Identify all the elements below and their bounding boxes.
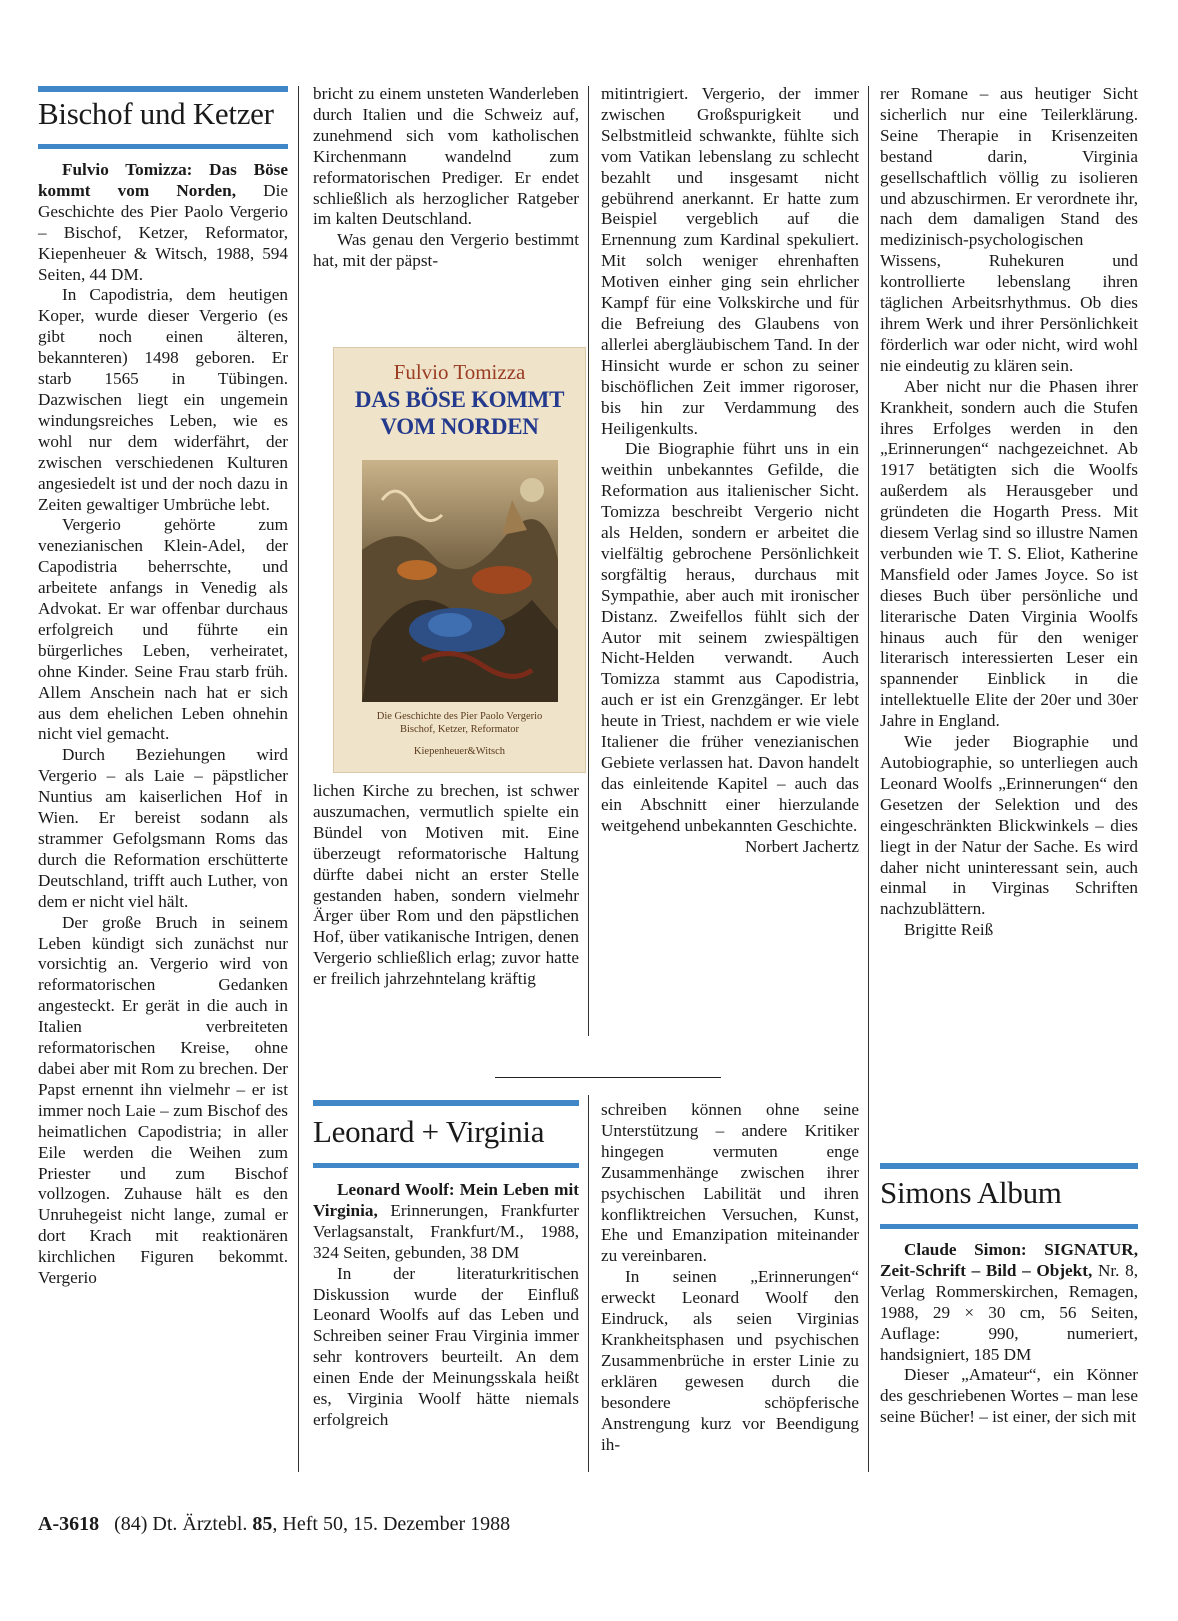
footer-journal: (84) Dt. Ärztebl. [114,1513,248,1535]
article1-paragraph: Durch Beziehungen wird Vergerio – als Laie – päpstlicher Nuntius am kaiserlichen Hof in Wien. Er bereist sodann als strammer Gefolgsmann Roms das durch die Reformation erschütterte Deutschland, trifft auch Luther, von dem er nicht viel hält. [38,745,288,911]
column-divider [588,1095,589,1472]
article2-lead-bold: Leonard Woolf: Mein Leben mit Virginia, [313,1180,579,1220]
page-number: A-3618 [38,1513,100,1535]
article1-paragraph: Vergerio gehörte zum venezianischen Klein-Adel, der Capodistria beherrschte, und arbeitete anfangs in Venedig als Advokat. Er war offenbar durchaus erfolgreich und führte ein bürgerliches Leben, verheiratet, ohne Kinder. Seine Frau starb früh. Allem Anschein nach hat er sich aus dem ehelichen Leben ohnehin nicht viel gemacht. [38,515,288,744]
article2-column-3 [601,1100,859,1455]
article2-paragraph: Wie jeder Biographie und Autobiographie, so unterliegen auch Leonard Woolfs „Erinnerungen“ den Gesetzen der Selektion und des eingeschränkten Blickwinkels – dies liegt in der Natur der Sache. Es wird daher nicht uninteressant sein, auch einmal in Virginas Schriften nachzublättern. [880,732,1138,919]
article1-column-1 [38,160,288,1289]
article2-paragraph: rer Romane – aus heutiger Sicht sicherlich nur eine Teilerklärung. Seine Therapie in Krisenzeiten bestand darin, Virginia gesellschaftlich völlig zu isolieren und abzuschirmen. Er verordnete ihr, nach dem damaligen Stand des medizinisch-psychologischen Wissens, Ruhekuren und kontrollierte lebenslang ihren täglichen Arbeitsrhythmus. Ob dies ihrem Werk und ihrer Persönlichkeit förderlich war oder nicht, wird wohl nie eindeutig zu klären sein. [880,84,1138,375]
article1-paragraph: In Capodistria, dem heutigen Koper, wurde dieser Vergerio (es gibt noch einen älteren, bekannteren) 1498 geboren. Er starb 1565 in Tübingen. Dazwischen liegt ein ungemein windungsreiches Leben, wie es wohl nur dem widerfährt, der zwischen verschiedenen Kulturen angesiedelt ist und der noch dazu in Zeiten gewaltiger Umbrüche lebt. [38,285,288,514]
article2-signature: Brigitte Reiß [904,920,994,940]
article1-paragraph: Die Biographie führt uns in ein weithin unbekanntes Gefilde, die Reformation aus italienischer Sicht. Tomizza beschreibt Vergerio nicht als Helden, sondern er arbeitet die vielfältig gebrochene Persönlichkeit sorgfältig heraus, durchaus mit Sympathie, aber auch mit ironischer Distanz. Zweifellos fühlt sich der Autor mit seinem zwiespältigen Nicht-Helden verwandt. Auch Tomizza stammt aus Capodistria, auch er ist ein Grenzgänger. Er lebt heute in Triest, nachdem er wie viele Italiener die früher venezianischen Gebiete verlassen hat. Davon handelt das einleitende Kapitel – auch das ein Abschnitt einer hierzulande weitgehend unbekannten Geschichte. [601,439,859,835]
book-cover-title-line: DAS BÖSE KOMMT [354,387,565,412]
book-cover-subtitle-line: Die Geschichte des Pier Paolo Vergerio [376,711,543,722]
footer-issue: , Heft 50, 15. Dezember 1988 [272,1513,511,1535]
article1-paragraph: Was genau den Vergerio bestimmt hat, mit der päpst- [313,230,579,271]
article3-lead [880,1240,1138,1365]
section-rule-bottom [313,1163,579,1168]
book-cover-title [340,386,579,440]
column-divider [868,86,869,1472]
article3-column-4 [880,1240,1138,1428]
book-cover-image [333,347,586,773]
page-footer [38,1512,510,1536]
article1-paragraph: bricht zu einem unsteten Wanderleben durch Italien und die Schweiz auf, zunehmend sich vom katholischen Kirchenmann wandelnd zum reformatorischen Prediger. Er endet schließlich als herzoglicher Ratgeber im kalten Deutschland. [313,84,579,229]
article2-paragraph: In der literaturkritischen Diskussion wurde der Einfluß Leonard Woolfs auf das Leben und Schreiben seiner Frau Virginia immer sehr kontrovers beurteilt. An dem einen Ende der Meinungsskala heißt es, Virginia Woolf hätte niemals erfolgreich [313,1263,579,1429]
article1-lead-rest: Die Geschichte des Pier Paolo Vergerio – Bischof, Ketzer, Reformator, Kiepenheuer & Witsch, 1988, 594 Seiten, 44 DM. [38,180,288,284]
article3-lead-rest: Nr. 8, Verlag Rommerskirchen, Remagen, 1988, 29 × 30 cm, 56 Seiten, Auflage: 990, numeriert, handsigniert, 185 DM [880,1260,1138,1364]
book-cover-title-line: VOM NORDEN [380,414,539,439]
article1-column-2-bottom [313,781,579,990]
article1-signature: Norbert Jachertz [744,836,859,856]
article2-title: Leonard + Virginia [313,1114,545,1149]
article2-paragraph: In seinen „Erinnerungen“ erweckt Leonard Woolf den Eindruck, als seien Virginias Krankheitsphasen und psychischen Zusammenbrüche in erster Linie zu erklären gewesen durch die besondere schöpferische Anstrengung kurz vor Beendigung ih- [601,1267,859,1454]
section-rule-top [38,86,288,92]
book-cover-publisher: Kiepenheuer&Witsch [413,746,506,757]
article1-paragraph: lichen Kirche zu brechen, ist schwer auszumachen, vermutlich spielte ein Bündel von Motiven mit. Eine überzeugt reformatorische Haltung dürfte dabei nicht an erster Stelle gestanden haben, sondern vielmehr Ärger über Rom und den päpstlichen Hof, über vatikanische Intrigen, denen Vergerio schließlich erlag; zuvor hatte er freilich jahrzehntelang kräftig [313,781,579,989]
article1-column-2-top [313,84,579,272]
article2-lead [313,1180,579,1264]
column-divider [298,86,299,1472]
footer-volume: 85 [252,1513,273,1535]
article-separator [495,1077,721,1078]
article2-column-4 [880,84,1138,941]
section-rule-bottom [880,1224,1138,1229]
article1-paragraph: Der große Bruch in seinem Leben kündigt sich zunächst nur vorsichtig an. Vergerio wird von reformatorischen Gedanken angesteckt. Er gerät in die auch in Italien verbreiteten reformatorischen Kreise, ohne dabei aber mit Rom zu brechen. Der Papst ernennt ihn vielmehr – er ist immer noch Laie – zum Bischof des heimatlichen Capodistria; in aller Eile werden die Weihen zum Priester und zum Bischof vollzogen. Zuhause hält es den Unruhegeist nicht lange, zumal er dort Krach mit reaktionären kirchlichen Figuren bekommt. Vergerio [38,912,288,1288]
article2-paragraph: schreiben können ohne seine Unterstützung – andere Kritiker hingegen vermuten enge Zusammenhänge zwischen ihrer psychischen Labilität und ihren konfliktreichen Versuchen, Kunst, Ehe und Emanzipation miteinander zu vereinbaren. [601,1100,859,1266]
article1-column-3 [601,84,859,858]
article2-lead-rest: Erinnerungen, Frankfurter Verlagsanstalt, Frankfurt/M., 1988, 324 Seiten, gebunden, 38 DM [313,1200,579,1262]
article2-column-2 [313,1180,579,1431]
section-rule-top [313,1100,579,1106]
article1-paragraph: mitintrigiert. Vergerio, der immer zwischen Großspurigkeit und Selbstmitleid schwankte, fühlte sich vom Vatikan lebenslang zu schlecht bezahlt und insgesamt nicht gebührend anerkannt. Er hatte zum Beispiel vergeblich auf die Ernennung zum Kardinal spekuliert. Mit solch weniger ehrenhaften Motiven einher ging sein ehrlicher Kampf für eine Volkskirche und für die Befreiung des Glaubens von allerlei abergläubischem Tand. In der Hinsicht wurde er schon zu seiner bischöflichen Zeit immer rigoroser, bis hin zur Verdammung des Heiligenkults. [601,84,859,438]
section-rule-top [880,1163,1138,1169]
article1-lead-bold: Fulvio Tomizza: Das Böse kommt vom Norden, [38,160,288,200]
book-cover-subtitle-line: Bischof, Ketzer, Reformator [399,724,520,735]
book-cover-subtitle [334,710,585,736]
article1-lead [38,160,288,285]
article2-paragraph: Aber nicht nur die Phasen ihrer Krankheit, sondern auch die Stufen ihres Erfolges werden in den „Erinnerungen“ nachgezeichnet. Ab 1917 betätigten sich die Woolfs außerdem als Herausgeber und gründeten die Hogarth Press. Mit diesem Verlag sind so illustre Namen verbunden wie T. S. Eliot, Katherine Mansfield oder James Joyce. So ist dieses Buch über persönliche und literarische Daten Virginia Woolfs hinaus auch für den weniger literarisch interessierten Leser ein spannender Einblick in die intellektuelle Elite der 20er und 30er Jahre in England. [880,376,1138,731]
article3-lead-bold: Claude Simon: SIGNATUR, Zeit-Schrift – Bild – Objekt, [880,1240,1138,1280]
article3-title: Simons Album [880,1175,1062,1210]
article1-title: Bischof und Ketzer [38,96,274,131]
section-rule-bottom [38,144,288,149]
book-cover-painting [362,460,558,702]
book-cover-author: Fulvio Tomizza [393,360,526,384]
article3-paragraph: Dieser „Amateur“, ein Könner des geschriebenen Wortes – man lese seine Bücher! – ist einer, der sich mit [880,1365,1138,1427]
column-divider [588,86,589,1036]
